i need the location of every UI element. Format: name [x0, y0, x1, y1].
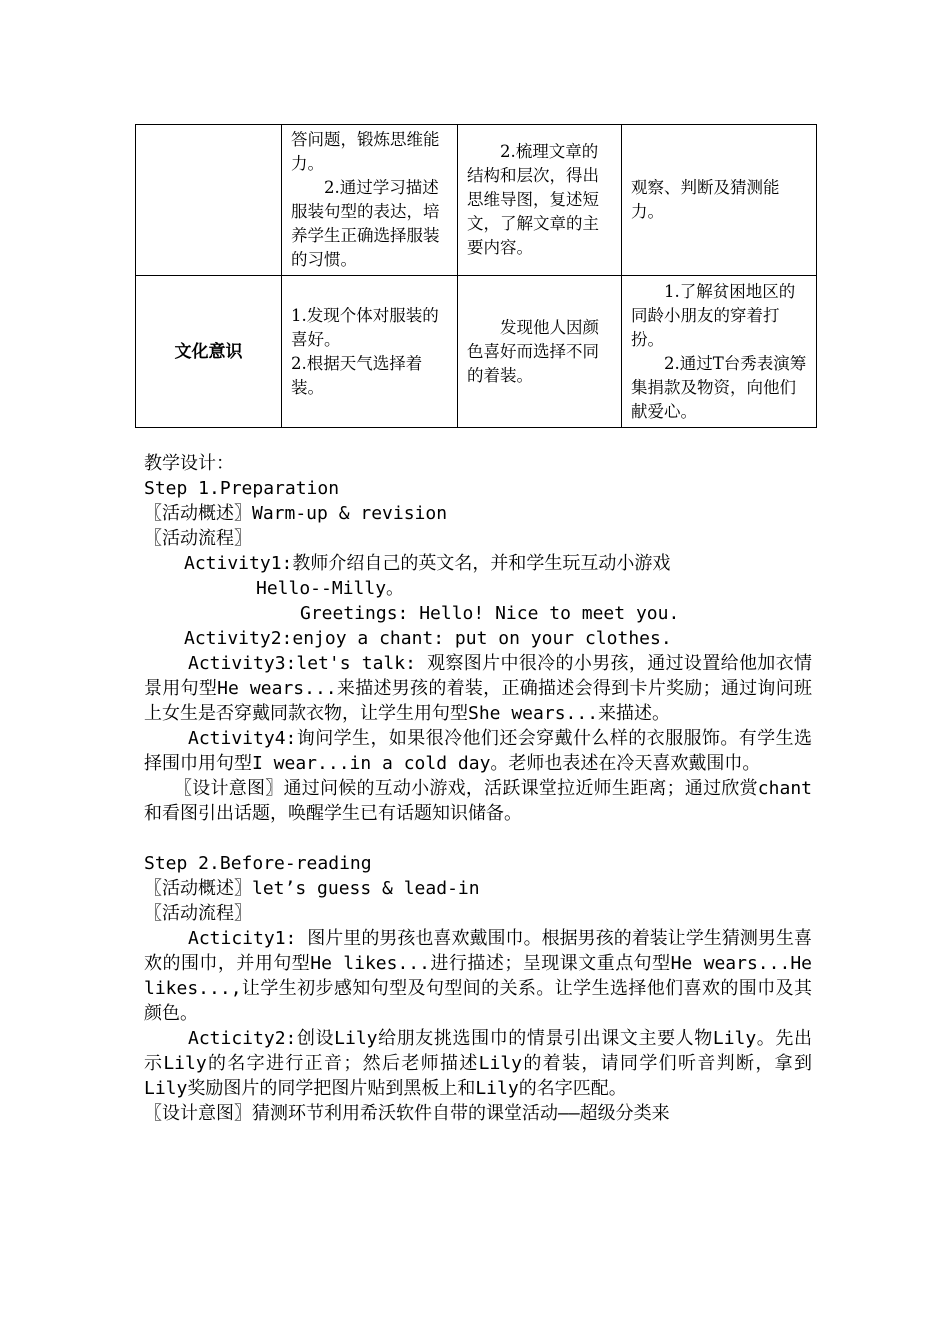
cell-text: 2.梳理文章的结构和层次，得出思维导图，复述短文，了解文章的主要内容。: [467, 142, 599, 257]
activity-summary: 〖活动概述〗Warm-up & revision: [144, 503, 448, 524]
design-intent-paragraph: 〖设计意图〗猜测环节利用希沃软件自带的课堂活动——超级分类来: [144, 1103, 670, 1124]
cell-text: 2.通过学习描述服装句型的表达，培养学生正确选择服装的习惯。: [291, 178, 440, 269]
cell-text: 2.通过T台秀表演筹集捐款及物资，向他们献爱心。: [631, 353, 807, 421]
activity-greeting-line: Greetings: Hello! Nice to meet you.: [300, 603, 680, 624]
activity-paragraph: Activity2:enjoy a chant: put on your clothes.: [184, 628, 672, 649]
table-cell: [622, 125, 817, 276]
activity-paragraph: Acticity2:创设Lily给朋友挑选围巾的情景引出课文主要人物Lily。先出示Lily的名字进行正音；然后老师描述Lily的着装，请同学们听音判断，拿到Lily奖励图片的同学把图片贴到黑板上和Lily的名字匹配。: [144, 1028, 812, 1099]
activity-game-line: Hello--Milly。: [256, 578, 405, 599]
table-row: [136, 276, 817, 428]
table-cell: [458, 276, 622, 428]
lesson-design-text: [144, 451, 823, 1126]
table-cell-empty: [136, 125, 282, 276]
table-cell: [622, 276, 817, 428]
cell-text: 1.发现个体对服装的喜好。: [291, 305, 439, 349]
activity-paragraph: Activity4:询问学生，如果很冷他们还会穿戴什么样的衣服服饰。有学生选择围巾用句型I wear...in a cold day。老师也表述在冷天喜欢戴围巾。: [144, 728, 812, 774]
activity-paragraph: Activity1:教师介绍自己的英文名，并和学生玩互动小游戏: [184, 553, 671, 574]
step-title: Step 1.Preparation: [144, 478, 340, 499]
cell-text: 发现他人因颜色喜好而选择不同的着装。: [467, 317, 599, 385]
activity-flow-label: 〖活动流程〗: [144, 528, 252, 549]
table-cell: [282, 276, 458, 428]
activity-summary: 〖活动概述〗let’s guess & lead-in: [144, 878, 480, 899]
cell-text: 答问题，锻炼思维能力。: [291, 130, 440, 173]
design-intent-paragraph: 〖设计意图〗通过问候的互动小游戏，活跃课堂拉近师生距离；通过欣赏chant和看图引出话题，唤醒学生已有话题知识储备。: [144, 778, 812, 824]
activity-flow-label: 〖活动流程〗: [144, 903, 252, 924]
teaching-goals-table: [135, 124, 817, 428]
cell-text: 观察、判断及猜测能力。: [631, 178, 780, 221]
table-cell: [282, 125, 458, 276]
table-cell: [458, 125, 622, 276]
activity-paragraph: Acticity1: 图片里的男孩也喜欢戴围巾。根据男孩的着装让学生猜测男生喜欢的围巾，并用句型He likes...进行描述；呈现课文重点句型He wears...He likes...,让学生初步感知句型及句型间的关系。让学生选择他们喜欢的围巾及其颜色。: [144, 928, 823, 1024]
paragraph-gap: [144, 826, 812, 851]
section-heading: 教学设计：: [144, 453, 234, 474]
table-row: [136, 125, 817, 276]
row-header-cultural-awareness: 文化意识: [136, 276, 282, 428]
activity-paragraph: Activity3:let's talk: 观察图片中很冷的小男孩，通过设置给他加衣情景用句型He wears...来描述男孩的着装，正确描述会得到卡片奖励；通过询问班上女生是否穿戴同款衣物，让学生用句型She wears...来描述。: [144, 653, 812, 724]
cell-text: 2.根据天气选择着装。: [291, 353, 423, 397]
cell-text: 1.了解贫困地区的同龄小朋友的穿着打扮。: [631, 281, 796, 349]
step-title: Step 2.Before-reading: [144, 853, 372, 874]
